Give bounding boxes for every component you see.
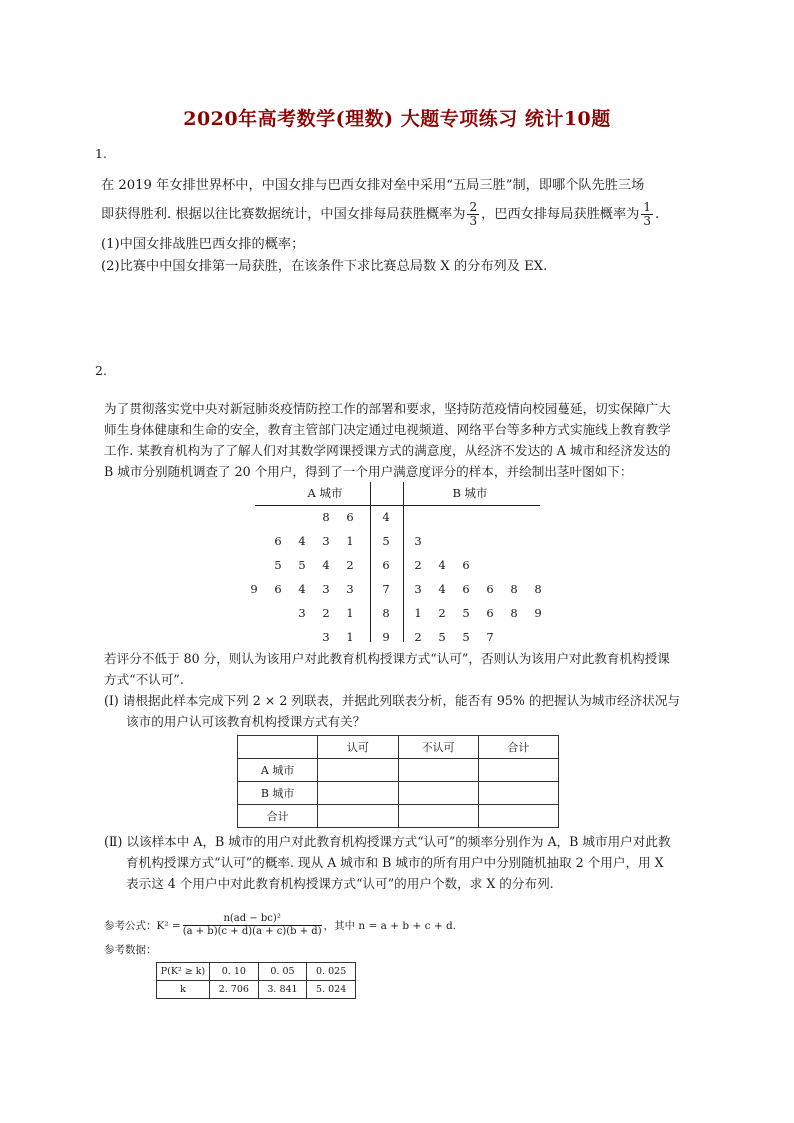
leaf-digit-b-city: 4 [438, 558, 446, 572]
stem-digit: 8 [382, 606, 390, 620]
table-row [238, 805, 559, 828]
q2-part-1-line-2: 该市的用户认可该教育机构授课方式有关？ [126, 714, 366, 729]
question-1-number: 1. [95, 146, 107, 161]
q2-criterion-line-1: 若评分不低于 80 分，则认为该用户对此教育机构授课方式“认可”，否则认为该用户对此教育机构授课 [104, 651, 670, 666]
contingency-table [237, 735, 559, 828]
q2-part-2-line: 育机构授课方式“认可”的概率. 现从 A 城市和 B 城市的所有用户中分别随机抽取 2 个用户，用 X [126, 855, 664, 870]
ref-table-cell: 2. 706 [210, 981, 259, 999]
leaf-digit-b-city: 1 [414, 606, 422, 620]
stem-digit: 5 [382, 534, 390, 548]
stem-digit: 4 [382, 510, 390, 524]
leaf-digit-a-city: 3 [298, 606, 306, 620]
leaf-digit-a-city: 4 [298, 582, 306, 596]
leaf-digit-a-city: 6 [274, 534, 282, 548]
table-header-cell: 合计 [478, 736, 558, 759]
table-blank-cell[interactable] [478, 759, 558, 782]
fraction-numerator: 1 [643, 200, 651, 214]
leaf-digit-b-city: 2 [438, 606, 446, 620]
leaf-digit-b-city: 6 [486, 606, 494, 620]
q2-part-2-line: 表示这 4 个用户中对此教育机构授课方式“认可”的用户个数，求 X 的分布列. [126, 876, 554, 891]
leaf-digit-b-city: 6 [462, 558, 470, 572]
table-blank-cell[interactable] [318, 782, 398, 805]
ref-table-cell: P(K² ≥ k) [157, 963, 210, 981]
ref-table-cell: 5. 024 [307, 981, 356, 999]
stem-digit: 7 [382, 582, 390, 596]
reference-data-table [156, 962, 356, 999]
formula-label: 参考公式：K² = [104, 920, 181, 932]
ref-table-cell: 0. 10 [210, 963, 259, 981]
leaf-digit-b-city: 9 [534, 606, 542, 620]
table-row-label: B 城市 [238, 782, 318, 805]
table-row-label: A 城市 [238, 759, 318, 782]
q2-part-2-line: (Ⅱ) 以该样本中 A，B 城市的用户对此教育机构授课方式“认可”的频率分别作为 A，B 城市用户对此教 [104, 834, 671, 849]
leaf-digit-b-city: 2 [414, 630, 422, 644]
leaf-digit-a-city: 5 [274, 558, 282, 572]
leaf-digit-a-city: 5 [298, 558, 306, 572]
leaf-digit-a-city: 2 [322, 606, 330, 620]
reference-formula [104, 913, 456, 938]
leaf-digit-b-city: 5 [462, 630, 470, 644]
leaf-digit-b-city: 5 [438, 630, 446, 644]
fraction-one-third [641, 201, 653, 228]
leaf-digit-b-city: 5 [462, 606, 470, 620]
leaf-digit-b-city: 6 [462, 582, 470, 596]
leaf-digit-a-city: 1 [346, 630, 354, 644]
leaf-digit-a-city: 2 [346, 558, 354, 572]
stem-digit: 9 [382, 630, 390, 644]
table-blank-cell[interactable] [318, 759, 398, 782]
stem-leaf-header-b-city: B 城市 [452, 486, 488, 500]
table-header-cell: 不认可 [398, 736, 478, 759]
q2-part-1-line-1: (Ⅰ) 请根据此样本完成下列 2 × 2 列联表，并据此列联表分析，能否有 95% 的把握认为城市经济状况与 [104, 693, 680, 708]
leaf-digit-a-city: 1 [346, 534, 354, 548]
leaf-digit-a-city: 6 [274, 582, 282, 596]
q2-intro [104, 398, 671, 482]
leaf-digit-a-city: 3 [322, 582, 330, 596]
leaf-digit-a-city: 4 [322, 558, 330, 572]
leaf-digit-a-city: 4 [298, 534, 306, 548]
table-header-cell [238, 736, 318, 759]
leaf-digit-b-city: 3 [414, 582, 422, 596]
q2-criterion-line-2: 方式“不认可”. [104, 672, 184, 687]
stem-leaf-divider-right [403, 482, 404, 642]
stem-leaf-plot [250, 480, 550, 645]
fraction-denominator: 3 [643, 214, 651, 228]
stem-leaf-header-rule [255, 505, 540, 506]
stem-leaf-header-a-city: A 城市 [307, 486, 343, 500]
leaf-digit-b-city: 2 [414, 558, 422, 572]
leaf-digit-b-city: 8 [534, 582, 542, 596]
leaf-digit-b-city: 8 [510, 606, 518, 620]
table-blank-cell[interactable] [478, 805, 558, 828]
q1-line-2-text-c: . [654, 207, 660, 222]
stem-leaf-divider-left [370, 482, 371, 642]
table-row [238, 782, 559, 805]
formula-fraction [183, 913, 322, 938]
leaf-digit-a-city: 1 [346, 606, 354, 620]
formula-tail: ，其中 n = a + b + c + d. [323, 920, 457, 932]
ref-table-cell: 0. 025 [307, 963, 356, 981]
q2-part-2 [104, 831, 671, 894]
stem-digit: 6 [382, 558, 390, 572]
reference-data-label: 参考数据： [104, 944, 157, 956]
leaf-digit-b-city: 8 [510, 582, 518, 596]
q1-line-2 [101, 201, 659, 228]
table-blank-cell[interactable] [398, 759, 478, 782]
ref-table-cell: 0. 05 [258, 963, 307, 981]
q1-line-2-text-b: ，巴西女排每局获胜概率为 [481, 207, 640, 222]
table-blank-cell[interactable] [478, 782, 558, 805]
q2-intro-line: 师生身体健康和生命的安全，教育主管部门决定通过电视频道、网络平台等多种方式实施线上教育教学 [104, 422, 671, 437]
q2-intro-line: B 城市分别随机调查了 20 个用户，得到了一个用户满意度评分的样本，并绘制出茎叶图如下： [104, 464, 633, 479]
table-row [157, 963, 356, 981]
leaf-digit-a-city: 8 [322, 510, 330, 524]
table-header-cell: 认可 [318, 736, 398, 759]
q1-line-1: 在 2019 年女排世界杯中，中国女排与巴西女排对垒中采用“五局三胜”制，即哪个队先胜三场 [101, 178, 645, 193]
leaf-digit-a-city: 9 [250, 582, 258, 596]
fraction-denominator: 3 [469, 214, 478, 228]
contingency-table-header-row [238, 736, 559, 759]
q1-line-2-text-a: 即获得胜利. 根据以往比赛数据统计，中国女排每局获胜概率为 [101, 207, 466, 222]
leaf-digit-b-city: 4 [438, 582, 446, 596]
leaf-digit-a-city: 3 [322, 630, 330, 644]
table-row [238, 759, 559, 782]
q1-part-2: (2)比赛中中国女排第一局获胜，在该条件下求比赛总局数 X 的分布列及 EX. [101, 259, 548, 274]
leaf-digit-b-city: 7 [486, 630, 494, 644]
q2-intro-line: 为了贯彻落实党中央对新冠肺炎疫情防控工作的部署和要求，坚持防范疫情向校园蔓延，切实保障广大 [104, 401, 671, 416]
table-row-label: 合计 [238, 805, 318, 828]
question-2-number: 2. [95, 363, 107, 378]
leaf-digit-a-city: 3 [346, 582, 354, 596]
q1-part-1: (1)中国女排战胜巴西女排的概率； [101, 237, 305, 252]
table-blank-cell[interactable] [398, 805, 478, 828]
fraction-two-thirds [467, 201, 479, 228]
leaf-digit-a-city: 3 [322, 534, 330, 548]
formula-numerator: n(ad − bc)² [183, 913, 322, 926]
ref-table-cell: 3. 841 [258, 981, 307, 999]
ref-table-cell: k [157, 981, 210, 999]
table-blank-cell[interactable] [398, 782, 478, 805]
formula-denominator: (a + b)(c + d)(a + c)(b + d) [182, 926, 322, 937]
q2-intro-line: 工作. 某教育机构为了了解人们对其数学网课授课方式的满意度，从经济不发达的 A 城市和经济发达的 [104, 443, 671, 458]
table-row [157, 981, 356, 999]
page-title: 2020年高考数学(理数) 大题专项练习 统计10题 [183, 108, 611, 130]
leaf-digit-b-city: 6 [486, 582, 494, 596]
table-blank-cell[interactable] [318, 805, 398, 828]
leaf-digit-a-city: 6 [346, 510, 354, 524]
leaf-digit-b-city: 3 [414, 534, 422, 548]
fraction-numerator: 2 [469, 200, 478, 214]
